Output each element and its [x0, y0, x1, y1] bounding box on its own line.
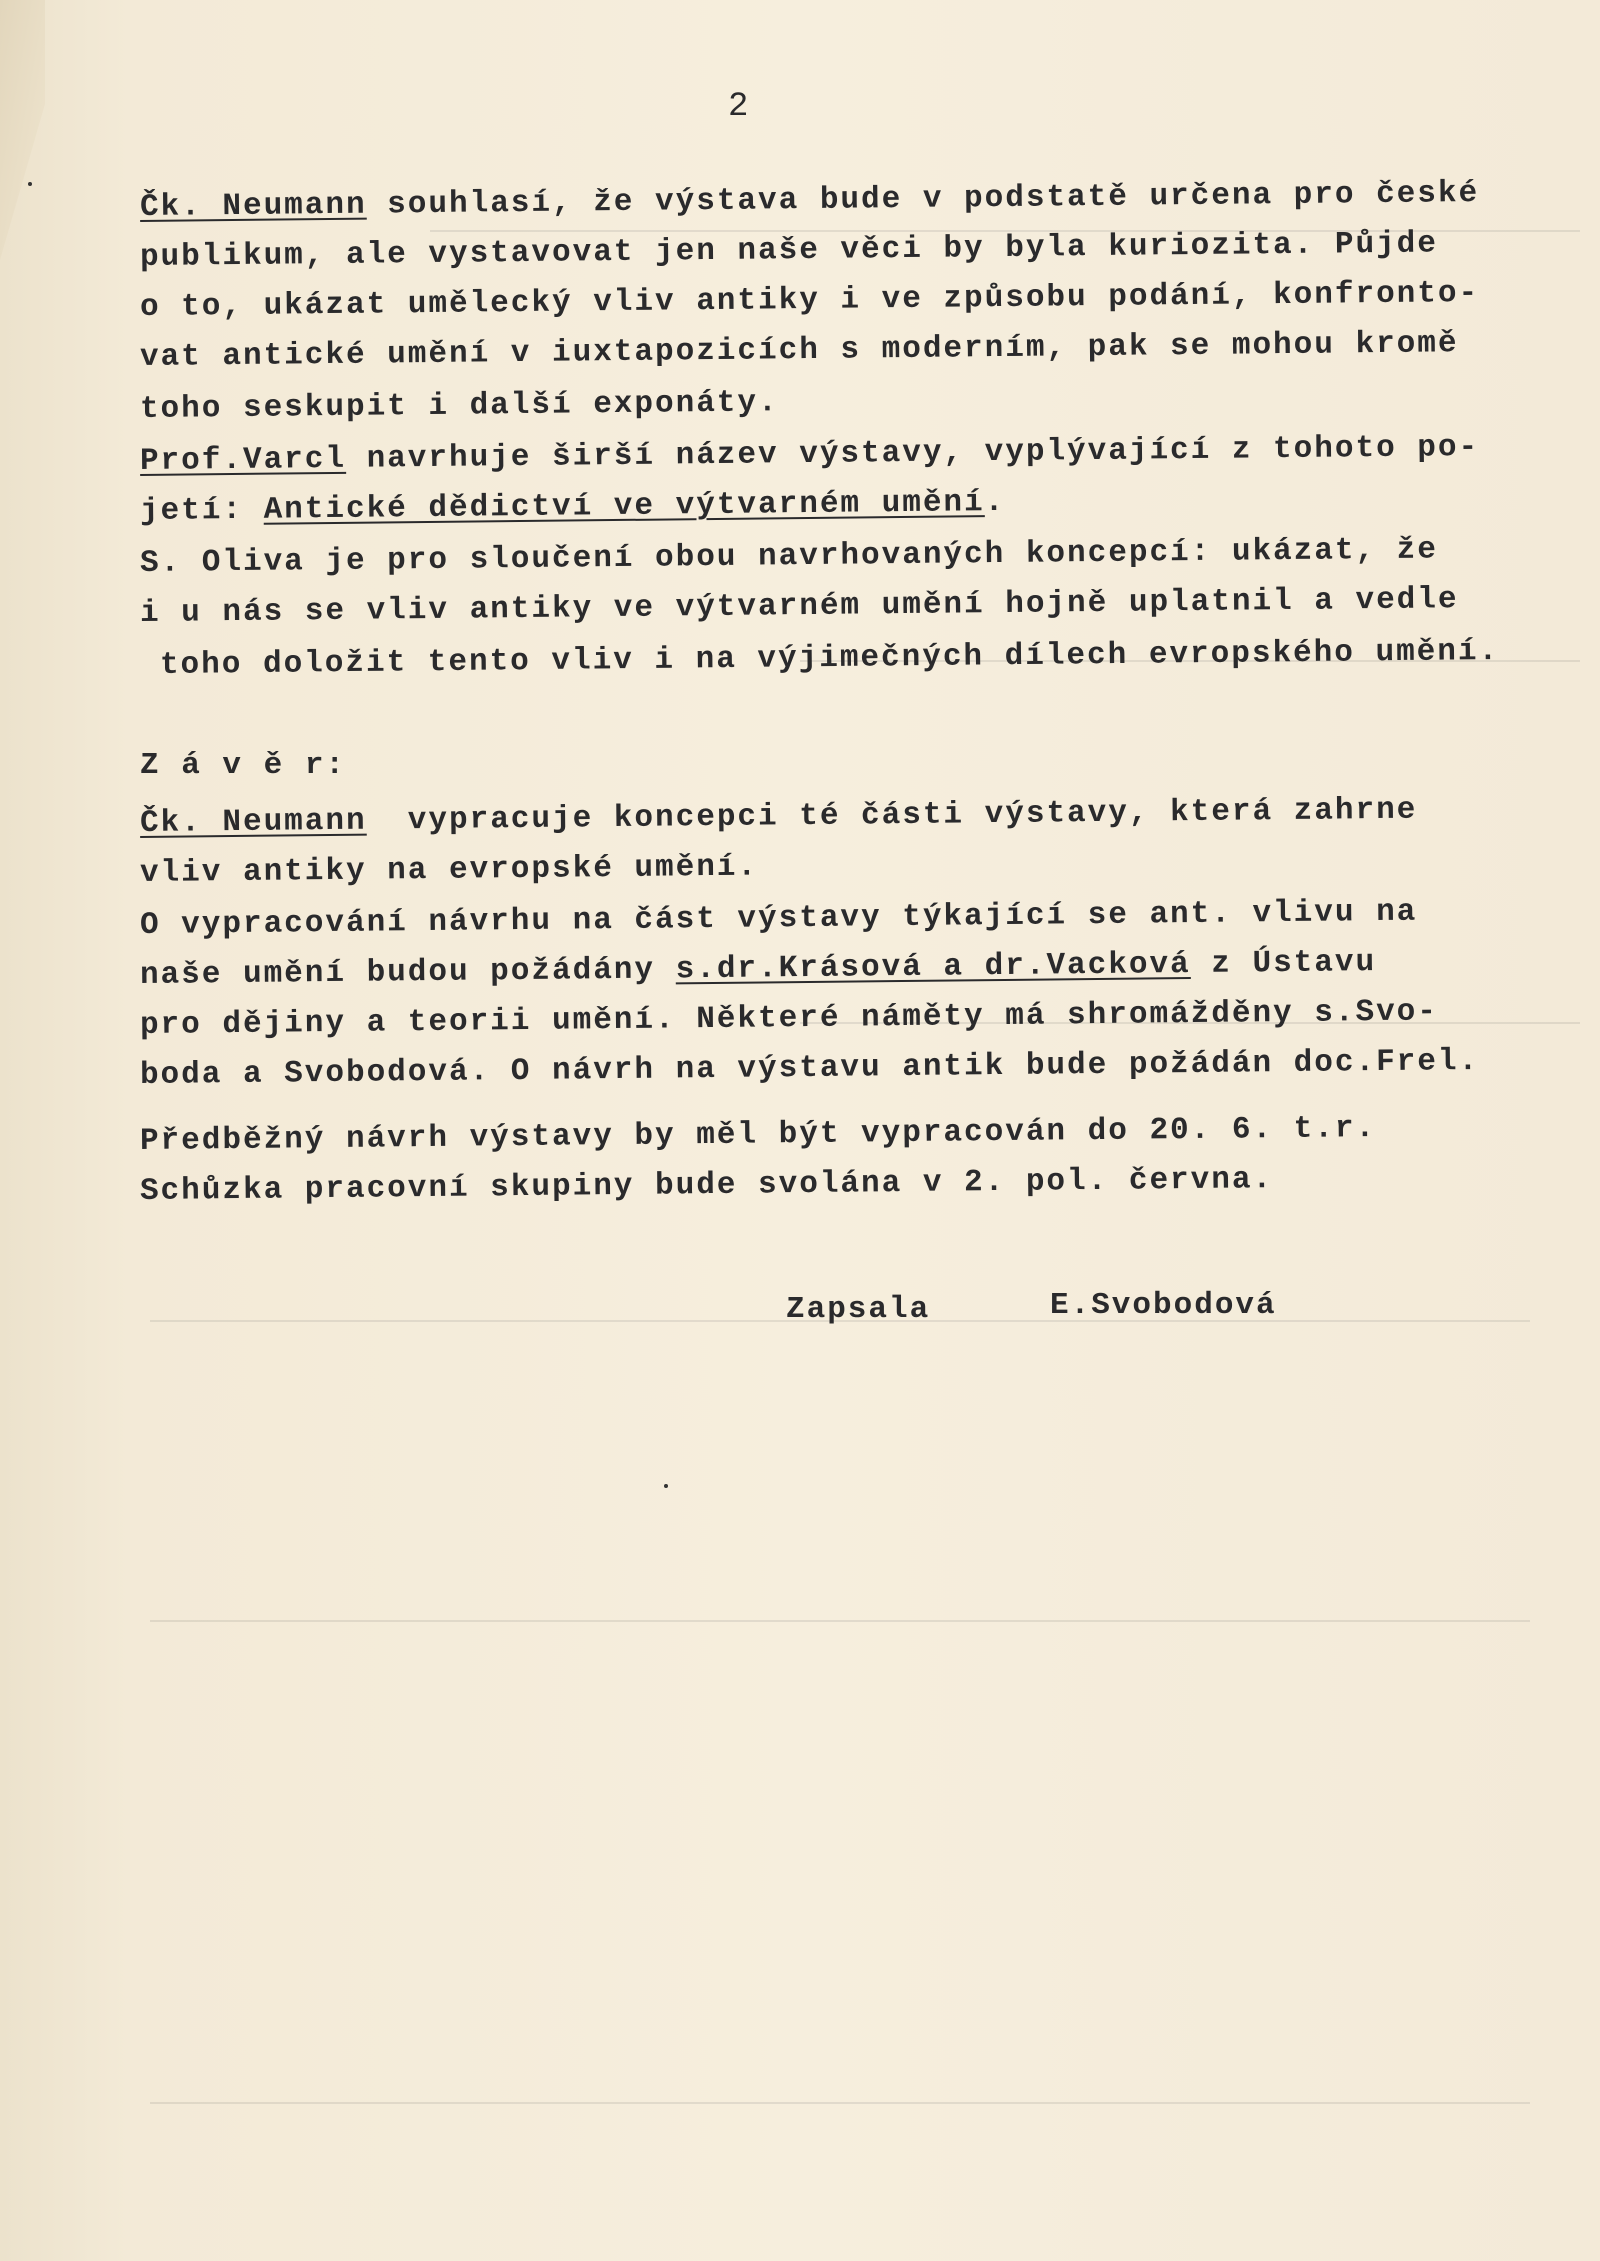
- page-number: 2: [728, 88, 751, 126]
- signature-label: Zapsala: [786, 1292, 931, 1327]
- bleed-through-text: [150, 1320, 1530, 1572]
- para3-line2: i u nás se vliv antiky ve výtvarném umění hojně uplatnil a vedle: [139, 582, 1459, 631]
- bleed-through-text: [150, 1620, 1530, 2104]
- para1-line5: toho seskupit i další exponáty.: [139, 385, 779, 427]
- para2-line2-prefix: jetí:: [139, 492, 264, 529]
- paper-fold: [0, 0, 45, 260]
- para1-line4: vat antické umění v iuxtapozicích s moderním, pak se mohou kromě: [139, 326, 1459, 375]
- signature-name: E.Svobodová: [1050, 1288, 1277, 1323]
- para1-line1: [140, 176, 1480, 225]
- conclusion-line4-suffix: z Ústavu: [1190, 945, 1377, 982]
- proposed-title: Antické dědictví ve výtvarném umění: [263, 485, 985, 528]
- para1-line1-text: souhlasí, že výstava bude v podstatě určena pro české: [366, 175, 1480, 223]
- conclusion-line5: pro dějiny a teorii umění. Některé náměty má shromážděny s.Svo-: [139, 994, 1439, 1043]
- para2-line1-text: navrhuje širší název výstavy, vyplývající z tohoto po-: [345, 429, 1480, 477]
- stray-mark: [664, 1484, 668, 1488]
- para3-line3: toho doložit tento vliv i na výjimečných dílech evropského umění.: [159, 633, 1500, 683]
- speaker-varcl: Prof.Varcl: [139, 441, 347, 479]
- para1-line3: o to, ukázat umělecký vliv antiky i ve způsobu podání, konfronto-: [139, 275, 1480, 325]
- conclusion-line4-prefix: naše umění budou požádány: [139, 952, 676, 993]
- assigned-names: s.dr.Krásová a dr.Vacková: [675, 946, 1191, 988]
- conclusion-line2: vliv antiky na evropské umění.: [139, 849, 759, 891]
- para1-line2: publikum, ale vystavovat jen naše věci by byla kuriozita. Půjde: [139, 226, 1439, 275]
- para3-line1: S. Oliva je pro sloučení obou navrhovaných koncepcí: ukázat, že: [139, 532, 1439, 581]
- speaker-neumann-conclusion: Čk. Neumann: [139, 803, 367, 841]
- para2-line2-suffix: .: [984, 484, 1006, 521]
- conclusion-line6: boda a Svobodová. O návrh na výstavu antik bude požádán doc.Frel.: [139, 1043, 1480, 1093]
- para2-line2: [140, 485, 1006, 529]
- conclusion-line8: Schůzka pracovní skupiny bude svolána v 2. pol. června.: [139, 1162, 1274, 1209]
- conclusion-line1-text: vypracuje koncepci té části výstavy, která zahrne: [366, 792, 1418, 839]
- conclusion-line3: O vypracování návrhu na část výstavy týkající se ant. vlivu na: [139, 894, 1418, 943]
- stray-mark: [28, 182, 32, 186]
- conclusion-heading: Z á v ě r:: [140, 748, 347, 783]
- speaker-neumann: Čk. Neumann: [139, 187, 367, 225]
- conclusion-line7: Předběžný návrh výstavy by měl být vypracován do 20. 6. t.r.: [139, 1111, 1377, 1159]
- para2-line1: [140, 430, 1479, 479]
